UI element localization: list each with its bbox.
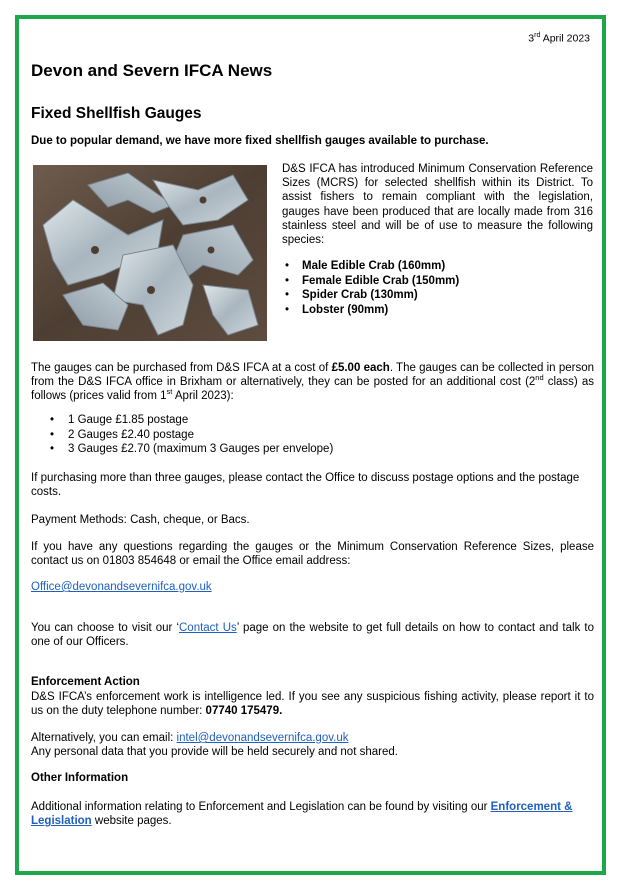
postage-list: [31, 413, 431, 457]
purchase-text-1: The gauges can be purchased from D&S IFCA at a cost of: [31, 362, 332, 374]
purchase-text-4: April 2023):: [172, 390, 234, 403]
other-info-suffix: website pages.: [91, 815, 172, 828]
article-intro: Due to popular demand, we have more fixed shellfish gauges available to purchase.: [31, 135, 489, 147]
visit-contact-page: [31, 621, 594, 649]
enforcement-body: D&S IFCA’s enforcement work is intelligence led. If you see any suspicious fishing activity, please report it to us on the duty telephone number:: [31, 691, 594, 718]
issue-date: [528, 32, 590, 45]
page-frame: [15, 15, 606, 875]
article-subtitle: Fixed Shellfish Gauges: [31, 105, 202, 122]
postage-item: • 3 Gauges £2.70 (maximum 3 Gauges per envelope): [31, 442, 431, 457]
intel-email-link[interactable]: intel@devonandsevernifca.gov.uk: [176, 732, 349, 744]
gauge-price: £5.00 each: [331, 362, 390, 374]
enforcement-text: [31, 690, 594, 718]
date-suffix: rd: [534, 32, 541, 39]
enforcement-heading: Enforcement Action: [31, 676, 140, 688]
gauges-illustration: [33, 165, 267, 341]
postage-item: • 1 Gauge £1.85 postage: [31, 413, 431, 428]
purchase-sup-2: st: [166, 387, 173, 397]
species-item: • Lobster (90mm): [282, 303, 582, 318]
purchase-text-2: . The gauges can be collected in person from the D&S IFCA office in Brixham or alternatively, they can be posted for an additional cost (2: [31, 362, 594, 389]
visit-text-1: You can choose to visit our ‘: [31, 622, 179, 634]
date-day: 3: [528, 32, 535, 45]
species-item: • Spider Crab (130mm): [282, 288, 582, 303]
shellfish-gauges-photo: [33, 165, 267, 341]
office-email-link[interactable]: Office@devonandsevernifca.gov.uk: [31, 581, 212, 593]
enforcement-legislation-link[interactable]: Enforcement & Legislation: [31, 801, 573, 828]
alt-email-line: [31, 731, 594, 745]
alt-email-prefix: Alternatively, you can email:: [31, 732, 177, 744]
other-info-text: [31, 800, 594, 828]
office-email-line: [31, 580, 594, 594]
contact-us-link[interactable]: Contact Us: [179, 622, 237, 634]
newsletter-title: Devon and Severn IFCA News: [31, 61, 273, 80]
mcrs-description: D&S IFCA has introduced Minimum Conservation Reference Sizes (MCRS) for selected shellfish within its District. To assist fishers to remain compliant with the legislation, gauges have been produced that are locally made from 316 stainless steel and will be of use to measure the following species:: [282, 163, 593, 247]
purchase-sup-1: nd: [535, 373, 544, 383]
privacy-note: Any personal data that you provide will be held securely and not shared.: [31, 746, 398, 758]
purchase-text-3: class) as follows (prices valid from 1: [31, 376, 594, 403]
duty-phone-number: 07740 175479.: [205, 705, 283, 718]
species-item: • Female Edible Crab (150mm): [282, 274, 582, 289]
species-item: • Male Edible Crab (160mm): [282, 259, 582, 274]
other-info-heading: Other Information: [31, 772, 129, 784]
other-info-prefix: Additional information relating to Enforcement and Legislation can be found by visiting our: [31, 801, 491, 813]
questions-contact: If you have any questions regarding the gauges or the Minimum Conservation Reference Sizes, please contact us on 01803 854648 or email the Office email address:: [31, 541, 594, 568]
payment-methods: Payment Methods: Cash, cheque, or Bacs.: [31, 514, 250, 526]
purchase-info: [31, 361, 594, 404]
postage-item: • 2 Gauges £2.40 postage: [31, 428, 431, 443]
species-list: [282, 259, 582, 317]
date-rest: April 2023: [540, 32, 590, 45]
bulk-purchase-note: If purchasing more than three gauges, please contact the Office to discuss postage options and the postage costs.: [31, 472, 580, 499]
visit-text-2: ’ page on the website to get full details on how to contact and talk to one of our Officers.: [31, 622, 594, 649]
